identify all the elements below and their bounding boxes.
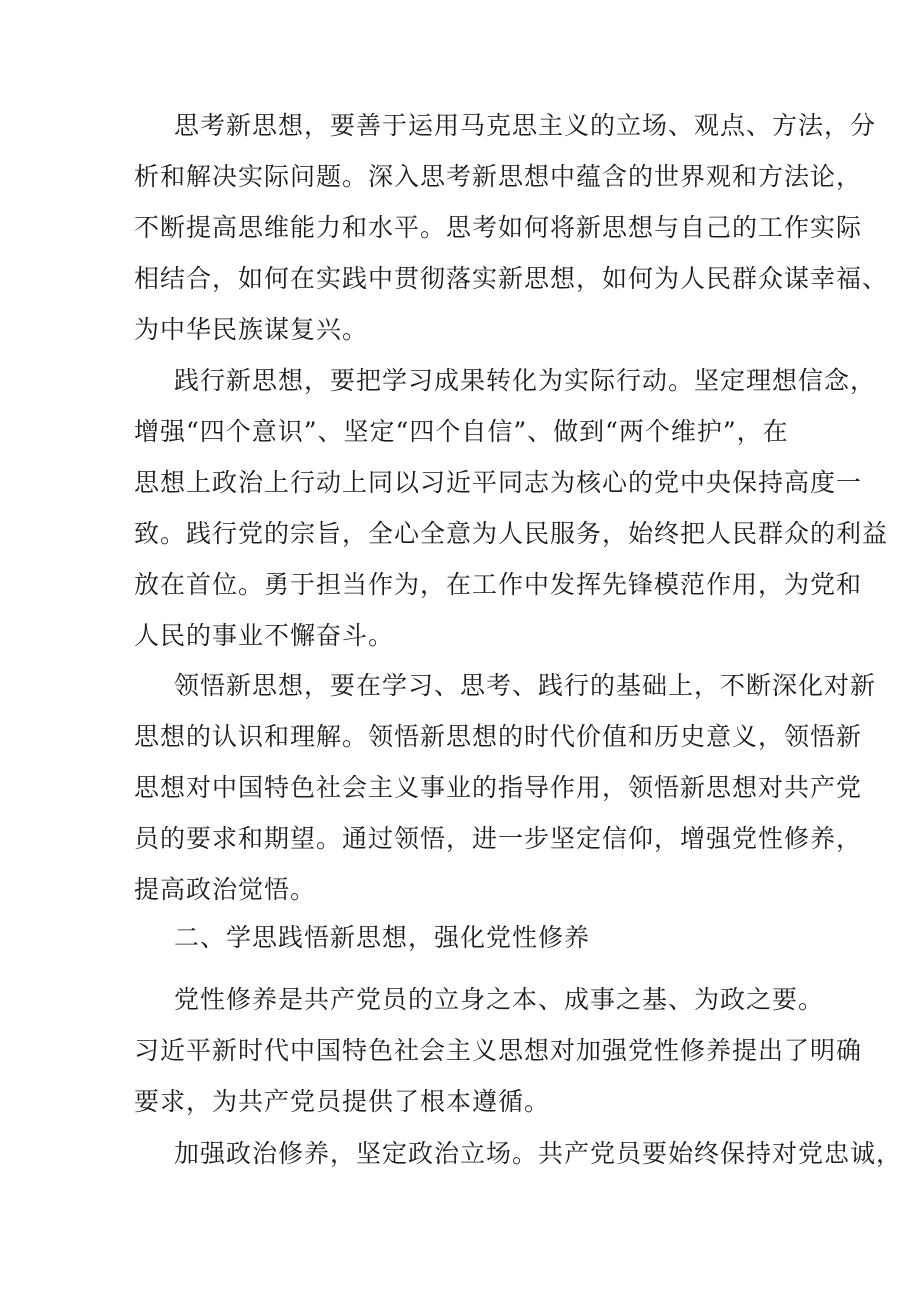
section-heading [134,912,794,963]
text-line: 提高政治觉悟。 [134,875,317,904]
text-line: 践行新思想，要把学习成果转化为实际行动。坚定理想信念， [174,366,877,395]
text-line: 员的要求和期望。通过领悟，进一步坚定信仰，增强党性修养， [134,824,863,853]
text-line: 不断提高思维能力和水平。思考如何将新思想与自己的工作实际 [134,213,863,242]
paragraph-political [134,1128,903,1179]
text-line: 习近平新时代中国特色社会主义思想对加强党性修养提出了明确 [134,1036,863,1065]
paragraph-comprehend [134,660,877,915]
text-line: 为中华民族谋复兴。 [134,315,369,344]
text-line: 要求，为共产党员提供了根本遵循。 [134,1087,551,1116]
text-line: 思考新思想，要善于运用马克思主义的立场、观点、方法，分 [174,111,877,140]
text-line: 加强政治修养，坚定政治立场。共产党员要始终保持对党忠诚， [174,1139,903,1168]
paragraph-party-spirit [134,974,863,1127]
text-line: 领悟新思想，要在学习、思考、践行的基础上，不断深化对新 [174,671,877,700]
text-line: 思想对中国特色社会主义事业的指导作用，领悟新思想对共产党 [134,773,863,802]
text-line: 二、学思践悟新思想，强化党性修养 [174,923,591,952]
paragraph-think [134,100,889,355]
text-line: 放在首位。勇于担当作为，在工作中发挥先锋模范作用，为党和 [134,570,863,599]
text-line: 人民的事业不懈奋斗。 [134,621,395,650]
text-line: 思想的认识和理解。领悟新思想的时代价值和历史意义，领悟新 [134,722,863,751]
text-line: 思想上政治上行动上同以习近平同志为核心的党中央保持高度一 [134,468,863,497]
text-line: 析和解决实际问题。深入思考新思想中蕴含的世界观和方法论， [134,162,863,191]
text-line: 相结合，如何在实践中贯彻落实新思想，如何为人民群众谋幸福、 [134,264,889,293]
text-line: 党性修养是共产党员的立身之本、成事之基、为政之要。 [174,985,825,1014]
text-line: 致。践行党的宗旨，全心全意为人民服务，始终把人民群众的利益 [134,519,889,548]
text-line: 增强“四个意识”、坚定“四个自信”、做到“两个维护”，在 [134,417,789,446]
paragraph-practice [134,355,889,661]
